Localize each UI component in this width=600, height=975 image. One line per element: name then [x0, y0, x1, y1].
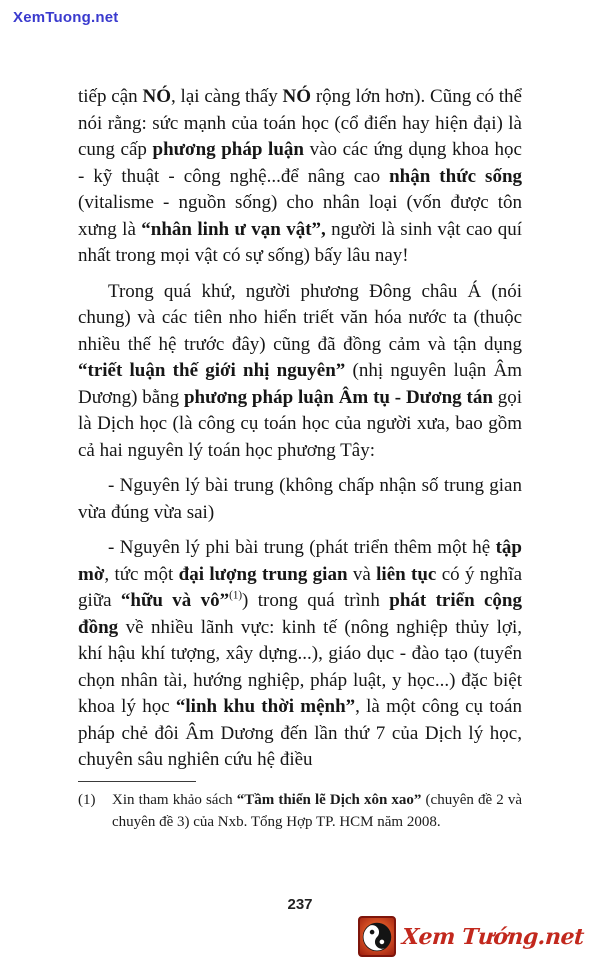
site-logo [358, 916, 584, 957]
footnote [78, 789, 522, 833]
footnote-divider [78, 781, 196, 782]
logo-text: Xem Tướng.net [401, 923, 585, 950]
paragraph: - Nguyên lý phi bài trung (phát triển thêm một hệ tập mờ, tức một đại lượng trung gian và liên tục có ý nghĩa giữa “hữu và vô”$^{(1)}$) trong quá trình phát triển cộng đồng về nhiều lãnh vực: kinh tế (nông nghiệp thủy lợi, khí hậu khí tượng, xây dựng...), giáo dục - đào tạo (tuyển chọn nhân tài, hướng nghiệp, pháp luật, y học...) đặc biệt khoa lý học “linh khu thời mệnh”, là một công cụ toán pháp chẻ đôi Âm Dương đến lần thứ 7 của Dịch lý học, chuyên sâu nghiên cứu hệ điều [78, 537, 523, 770]
footnote-text: Xin tham khảo sách “Tầm thiển lẽ Dịch xôn xao” (chuyên đề 2 và chuyên đề 3) của Nxb. Tổng Hợp TP. HCM năm 2008. [112, 791, 522, 830]
page-number: 237 [287, 896, 313, 913]
page-body [78, 84, 522, 833]
paragraph: tiếp cận NÓ, lại càng thấy NÓ rộng lớn hơn). Cũng có thể nói rằng: sức mạnh của toán học (cổ điển hay hiện đại) là cung cấp phương pháp luận vào các ứng dụng khoa học - kỹ thuật - công nghệ...để nâng cao nhận thức sống (vitalisme - nguồn sống) cho nhân loại (vốn được tôn xưng là “nhân linh ư vạn vật”, người là sinh vật cao quí nhất trong mọi vật có sự sống) bấy lâu nay! [78, 86, 523, 266]
paragraph: Trong quá khứ, người phương Đông châu Á (nói chung) và các tiên nho hiển triết văn hóa nước ta (thuộc nhiều thế hệ trước đây) cũng đã đồng cảm và tận dụng “triết luận thế giới nhị nguyên” (nhị nguyên luận Âm Dương) bằng phương pháp luận Âm tụ - Dương tán gọi là Dịch học (là công cụ toán học của người xưa, bao gồm cả hai nguyên lý toán học phương Tây: [78, 280, 522, 461]
watermark-site-link[interactable]: XemTuong.net [13, 9, 119, 26]
yin-yang-icon [358, 916, 396, 957]
footnote-marker: (1) [78, 791, 96, 808]
paragraph: - Nguyên lý bài trung (không chấp nhận số trung gian vừa đúng vừa sai) [78, 475, 522, 523]
